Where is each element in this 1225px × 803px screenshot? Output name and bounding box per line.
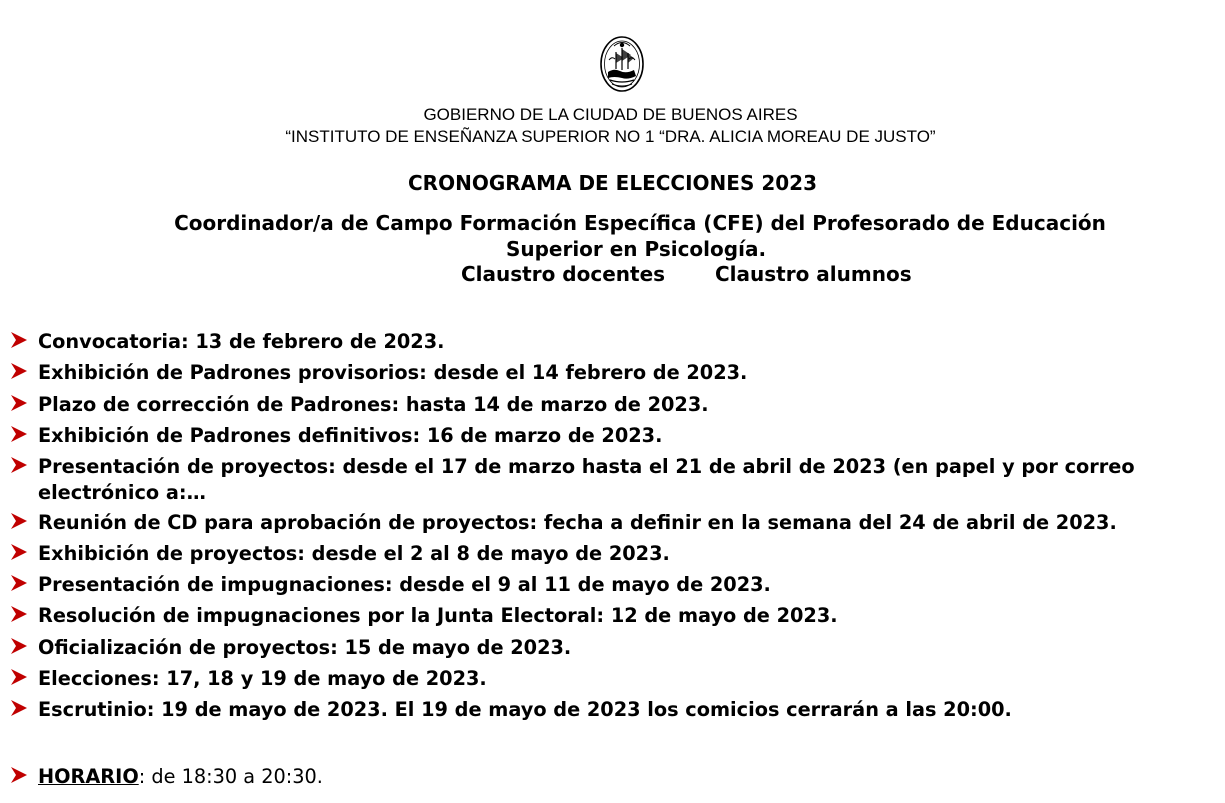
city-seal-icon <box>600 36 644 92</box>
schedule-item-text: Exhibición de Padrones provisorios: desde el 14 febrero de 2023. <box>38 361 748 384</box>
schedule-item-text: Resolución de impugnaciones por la Junta Electoral: 12 de mayo de 2023. <box>38 604 838 627</box>
arrow-bullet-icon <box>10 574 28 592</box>
government-name: GOBIERNO DE LA CIUDAD DE BUENOS AIRES <box>423 105 798 124</box>
arrow-bullet-icon <box>10 766 28 784</box>
arrow-bullet-icon <box>10 637 28 655</box>
schedule-item-text: Oficialización de proyectos: 15 de mayo de 2023. <box>38 636 572 659</box>
arrow-bullet-icon <box>10 362 28 380</box>
schedule-item-text: Reunión de CD para aprobación de proyectos: fecha a definir en la semana del 24 de abril de 2023. <box>38 511 1117 534</box>
arrow-bullet-icon <box>10 699 28 717</box>
horario-label: HORARIO <box>38 765 139 788</box>
arrow-bullet-icon <box>10 543 28 561</box>
schedule-item-text: Exhibición de Padrones definitivos: 16 de marzo de 2023. <box>38 424 663 447</box>
document-title: CRONOGRAMA DE ELECCIONES 2023 <box>408 171 817 195</box>
schedule-item-text-continued: electrónico a:… <box>38 481 206 504</box>
arrow-bullet-icon <box>10 394 28 412</box>
schedule-item-text: Escrutinio: 19 de mayo de 2023. El 19 de mayo de 2023 los comicios cerrarán a las 20:00. <box>38 698 1012 721</box>
claustro-alumnos: Claustro alumnos <box>715 262 912 286</box>
horario-time: : de 18:30 a 20:30. <box>138 765 323 788</box>
schedule-item-text: Exhibición de proyectos: desde el 2 al 8 de mayo de 2023. <box>38 542 670 565</box>
arrow-bullet-icon <box>10 668 28 686</box>
schedule-item-text: Presentación de proyectos: desde el 17 de marzo hasta el 21 de abril de 2023 (en papel y por correo <box>38 455 1135 478</box>
horario-text <box>38 764 323 789</box>
subtitle-line-2: Superior en Psicología. <box>505 237 767 261</box>
schedule-item-text: Presentación de impugnaciones: desde el 9 al 11 de mayo de 2023. <box>38 573 771 596</box>
arrow-bullet-icon <box>10 425 28 443</box>
arrow-bullet-icon <box>10 331 28 349</box>
arrow-bullet-icon <box>10 512 28 530</box>
arrow-bullet-icon <box>10 456 28 474</box>
subtitle-line-1: Coordinador/a de Campo Formación Específica (CFE) del Profesorado de Educación <box>174 211 1106 235</box>
arrow-bullet-icon <box>10 605 28 623</box>
schedule-item-text: Convocatoria: 13 de febrero de 2023. <box>38 330 445 353</box>
claustro-docentes: Claustro docentes <box>461 262 666 286</box>
institute-name: “INSTITUTO DE ENSEÑANZA SUPERIOR NO 1 “DRA. ALICIA MOREAU DE JUSTO” <box>285 127 936 146</box>
schedule-item-text: Plazo de corrección de Padrones: hasta 14 de marzo de 2023. <box>38 393 709 416</box>
schedule-item-text: Elecciones: 17, 18 y 19 de mayo de 2023. <box>38 667 487 690</box>
